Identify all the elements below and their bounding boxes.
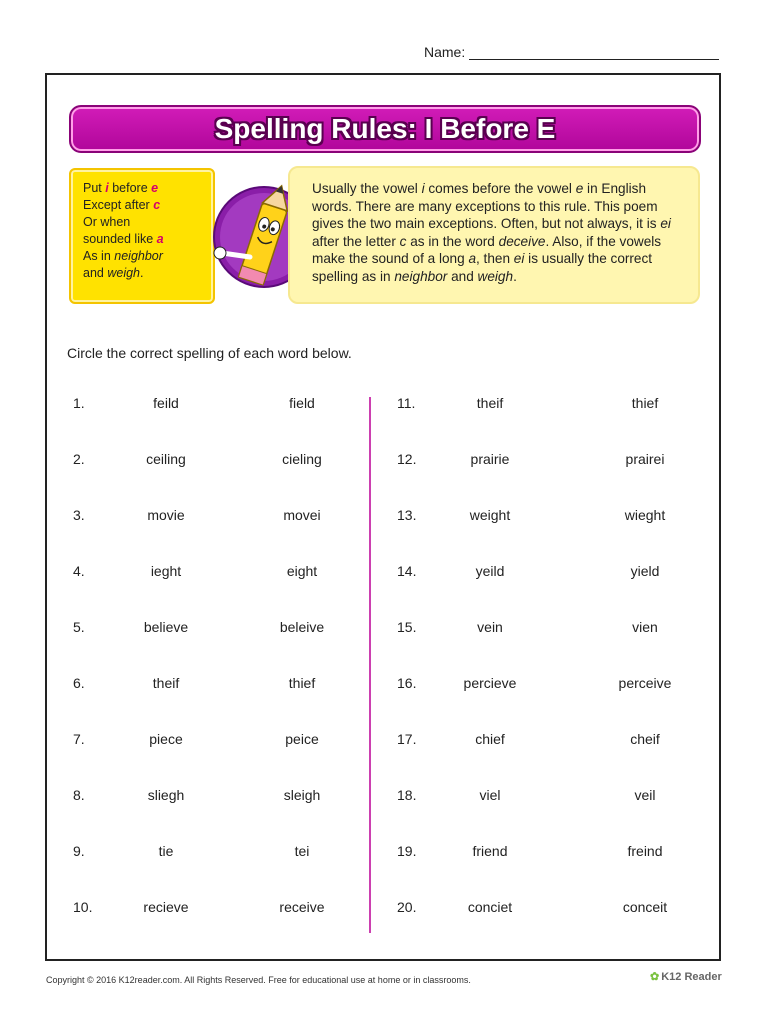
word-row [73,843,373,863]
spelling-option-a[interactable]: prairie [470,451,510,467]
word-row [397,899,697,919]
item-number: 19. [397,843,417,859]
rule-explanation-box [288,166,700,304]
spelling-option-b[interactable]: cieling [282,451,322,467]
spelling-option-a[interactable]: ieght [150,563,182,579]
spelling-option-b[interactable]: prairei [625,451,665,467]
instructions: Circle the correct spelling of each word below. [67,345,352,361]
spelling-option-b[interactable]: tei [294,843,310,859]
word-row [73,451,373,471]
spelling-option-b[interactable]: veil [634,787,656,803]
spelling-option-a[interactable]: piece [149,731,183,747]
title-banner [69,105,701,153]
word-row [397,451,697,471]
item-number: 17. [397,731,417,747]
spelling-option-a[interactable]: ceiling [146,451,186,467]
word-row [397,843,697,863]
spelling-option-a[interactable]: conciet [467,899,513,915]
spelling-option-b[interactable]: thief [288,675,316,691]
spelling-option-b[interactable]: conceit [622,899,668,915]
spelling-option-a[interactable]: movie [147,507,185,523]
spelling-option-b[interactable]: beleive [279,619,325,635]
spelling-option-a[interactable]: chief [475,731,505,747]
explanation-text: and [447,268,478,284]
explanation-text: after the letter [312,233,400,249]
explanation-italic: e [575,181,584,196]
item-number: 15. [397,619,417,635]
word-row [397,731,697,751]
word-row [397,563,697,583]
spelling-option-a[interactable]: believe [143,619,189,635]
word-row [73,507,373,527]
explanation-italic: deceive [498,233,546,249]
poem-word-neighbor: neighbor [114,249,163,263]
word-row [73,899,373,919]
spelling-option-b[interactable]: cheif [630,731,660,747]
item-number: 3. [73,507,85,523]
poem-letter-e: e [151,181,159,195]
spelling-option-a[interactable]: sliegh [147,787,185,803]
poem-letter-i: i [105,181,109,195]
item-number: 10. [73,899,93,915]
spelling-option-a[interactable]: vein [477,619,503,635]
poem-text: before [108,181,152,195]
spelling-option-a[interactable]: viel [479,787,501,803]
item-number: 11. [397,395,416,411]
spelling-option-a[interactable]: theif [152,675,180,691]
name-field[interactable] [424,44,719,60]
item-number: 7. [73,731,85,747]
word-row [397,619,697,639]
spelling-option-b[interactable]: eight [286,563,318,579]
name-label: Name: [424,44,466,60]
item-number: 16. [397,675,417,691]
item-number: 5. [73,619,85,635]
rule-poem-box [69,168,215,304]
item-number: 4. [73,563,85,579]
spelling-option-a[interactable]: yeild [475,563,505,579]
poem-text: As in [83,249,115,263]
poem-text: Or when [83,215,131,229]
word-row [73,619,373,639]
logo-text: K12 Reader [661,971,722,983]
copyright-footer: Copyright © 2016 K12reader.com. All Rights Reserved. Free for educational use at home or in classrooms. [46,975,471,985]
spelling-option-b[interactable]: wieght [624,507,666,523]
word-row [73,731,373,751]
item-number: 1. [73,395,85,411]
poem-letter-a: a [156,232,164,246]
spelling-option-b[interactable]: vien [632,619,658,635]
explanation-text: . [513,268,517,284]
spelling-option-a[interactable]: tie [158,843,174,859]
word-row [397,787,697,807]
explanation-italic: ei [660,216,671,231]
item-number: 14. [397,563,417,579]
poem-letter-c: c [153,198,161,212]
explanation-text: in English words. There are many exceptions to this rule. This poem gives the two main exceptions. Often, but not always, it is [312,181,661,231]
spelling-option-a[interactable]: recieve [143,899,189,915]
spelling-option-b[interactable]: receive [279,899,325,915]
explanation-text: is usually the correct spelling as in [312,251,653,284]
explanation-italic: c [399,233,407,249]
spelling-option-b[interactable]: sleigh [283,787,321,803]
item-number: 13. [397,507,417,523]
explanation-text: . Also, if the vowels make the sound of a long [312,233,662,266]
explanation-italic: neighbor [394,268,448,284]
poem-word-weigh: weigh [107,266,141,280]
spelling-option-a[interactable]: weight [469,507,511,523]
leaf-icon: ✿ [650,971,660,983]
word-row [397,395,697,415]
word-row [73,395,373,415]
word-row [73,563,373,583]
poem-text: . [140,266,144,280]
explanation-text: as in the word [406,233,499,249]
explanation-text: Usually the vowel [312,181,422,196]
item-number: 12. [397,451,417,467]
item-number: 9. [73,843,85,859]
worksheet-frame [45,73,721,961]
item-number: 2. [73,451,85,467]
spelling-option-b[interactable]: thief [631,395,659,411]
spelling-option-a[interactable]: feild [153,395,179,411]
name-blank-line[interactable] [469,45,719,60]
poem-text: Except after [83,198,154,212]
spelling-option-a[interactable]: friend [472,843,508,859]
spelling-option-a[interactable]: percieve [463,675,517,691]
spelling-option-b[interactable]: peice [285,731,319,747]
spelling-option-a[interactable]: theif [476,395,504,411]
word-row [397,507,697,527]
spelling-option-b[interactable]: movei [283,507,321,523]
explanation-text: , then [476,251,514,266]
item-number: 8. [73,787,85,803]
poem-text: and [83,266,108,280]
item-number: 6. [73,675,85,691]
item-number: 20. [397,899,417,915]
poem-text: sounded like [83,232,157,246]
item-number: 18. [397,787,417,803]
page-title: Spelling Rules: I Before E [214,113,556,144]
poem-text: Put [83,181,106,195]
spelling-option-b[interactable]: perceive [618,675,672,691]
explanation-text: comes before the vowel [424,181,576,196]
word-row [73,787,373,807]
word-row [73,675,373,695]
spelling-option-b[interactable]: field [289,395,315,411]
spelling-option-b[interactable]: yield [630,563,660,579]
explanation-italic: weigh [477,268,514,284]
explanation-italic: ei [513,251,525,266]
spelling-option-b[interactable]: freind [627,843,663,859]
k12reader-logo [650,970,722,983]
explanation-italic: a [468,251,476,266]
explanation-italic: i [421,181,425,196]
word-row [397,675,697,695]
